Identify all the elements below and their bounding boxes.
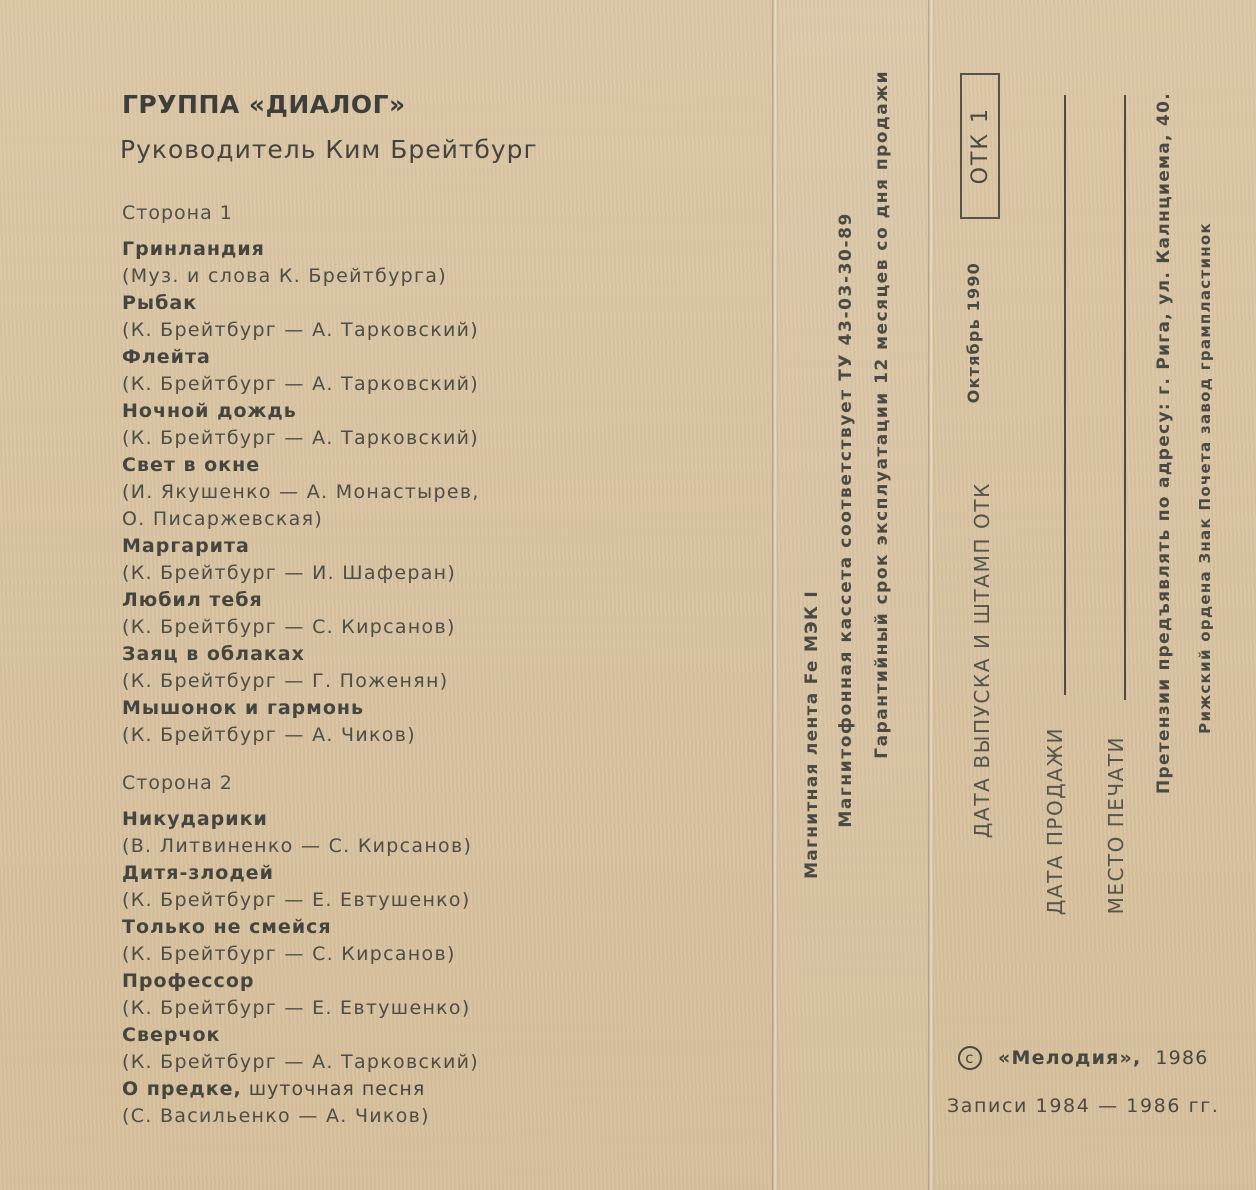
track-credit: (К. Брейтбург — С. Кирсанов) xyxy=(122,943,456,965)
track-item xyxy=(122,968,479,1022)
track-credit: (К. Брейтбург — А. Тарковский) xyxy=(122,373,479,395)
side-2-label: Сторона 2 xyxy=(122,772,233,794)
track-title: Флейта xyxy=(122,346,211,368)
track-title: Гринландия xyxy=(122,238,265,260)
track-item xyxy=(122,1022,479,1076)
track-credit: (К. Брейтбург — Г. Поженян) xyxy=(122,670,449,692)
track-item xyxy=(122,806,479,860)
side-1-tracklist xyxy=(122,236,480,749)
warranty-note: Гарантийный срок эксплуатации 12 месяцев со дня продажи xyxy=(872,70,892,759)
track-credit: (К. Брейтбург — А. Чиков) xyxy=(122,724,416,746)
track-title: Только не смейся xyxy=(122,916,332,938)
track-item xyxy=(122,344,480,398)
track-credit-continued: О. Писаржевская) xyxy=(122,508,324,530)
otk-stamp xyxy=(960,73,1000,219)
track-item xyxy=(122,695,480,749)
copyright-holder: «Мелодия», xyxy=(998,1047,1142,1069)
copyright-icon: c xyxy=(958,1046,982,1070)
side-2-tracklist xyxy=(122,806,479,1130)
track-title: Профессор xyxy=(122,970,255,992)
track-title: Никударики xyxy=(122,808,268,830)
track-title: Маргарита xyxy=(122,535,250,557)
track-title: Мышонок и гармонь xyxy=(122,697,365,719)
claims-address: Претензии предъявлять по адресу: г. Рига, ул. Калнциема, 40. xyxy=(1154,92,1174,795)
track-credit: (К. Брейтбург — С. Кирсанов) xyxy=(122,616,456,638)
track-title: Свет в окне xyxy=(122,454,261,476)
recording-years: Записи 1984 — 1986 гг. xyxy=(947,1095,1220,1117)
fold-line xyxy=(772,0,778,1190)
group-title: ГРУППА «ДИАЛОГ» xyxy=(122,90,406,119)
track-item xyxy=(122,290,480,344)
track-credit: (К. Брейтбург — И. Шаферан) xyxy=(122,562,457,584)
track-credit: (К. Брейтбург — А. Тарковский) xyxy=(122,427,479,449)
factory-name: Рижский ордена Знак Почета завод грампластинок xyxy=(1196,222,1214,734)
sale-date-label: ДАТА ПРОДАЖИ xyxy=(1043,727,1067,916)
track-item xyxy=(122,1076,479,1130)
track-credit: (И. Якушенко — А. Монастырев, xyxy=(122,481,480,503)
copyright-line xyxy=(958,1046,1209,1070)
track-title: Любил тебя xyxy=(122,589,263,611)
tape-type: Магнитная лента Fe МЭК I xyxy=(802,590,822,879)
track-title-note: шуточная песня xyxy=(241,1078,426,1100)
track-credit: (К. Брейтбург — А. Тарковский) xyxy=(122,1051,479,1073)
track-item xyxy=(122,398,480,452)
print-place-line xyxy=(1124,95,1126,700)
track-title: Заяц в облаках xyxy=(122,643,305,665)
track-title: Сверчок xyxy=(122,1024,221,1046)
track-credit: (К. Брейтбург — А. Тарковский) xyxy=(122,319,479,341)
release-date: Октябрь 1990 xyxy=(964,262,983,404)
group-leader: Руководитель Ким Брейтбург xyxy=(120,135,538,164)
otk-stamp-text: ОТК 1 xyxy=(967,107,993,185)
track-title xyxy=(122,1076,479,1103)
track-item xyxy=(122,860,479,914)
side-1-label: Сторона 1 xyxy=(122,202,233,224)
track-credit: (В. Литвиненко — С. Кирсанов) xyxy=(122,835,473,857)
fold-line xyxy=(928,0,934,1190)
track-title-main: О предке, xyxy=(122,1078,242,1100)
track-credit: (Муз. и слова К. Брейтбурга) xyxy=(122,265,447,287)
track-item xyxy=(122,641,480,695)
track-item xyxy=(122,587,480,641)
track-title: Рыбак xyxy=(122,292,198,314)
track-item xyxy=(122,533,480,587)
track-credit: (К. Брейтбург — Е. Евтушенко) xyxy=(122,997,471,1019)
track-title: Ночной дождь xyxy=(122,400,297,422)
track-item xyxy=(122,914,479,968)
track-title: Дитя-злодей xyxy=(122,862,274,884)
track-item xyxy=(122,452,480,533)
track-item xyxy=(122,236,480,290)
release-stamp-label: ДАТА ВЫПУСКА И ШТАМП ОТК xyxy=(970,482,994,839)
copyright-year: 1986 xyxy=(1155,1047,1209,1069)
print-place-label: МЕСТО ПЕЧАТИ xyxy=(1104,736,1128,915)
standard-compliance: Магнитофонная кассета соответствует ТУ 43-03-30-89 xyxy=(836,212,856,828)
sale-date-line xyxy=(1064,95,1066,695)
track-credit: (К. Брейтбург — Е. Евтушенко) xyxy=(122,889,471,911)
track-credit: (С. Васильенко — А. Чиков) xyxy=(122,1105,430,1127)
